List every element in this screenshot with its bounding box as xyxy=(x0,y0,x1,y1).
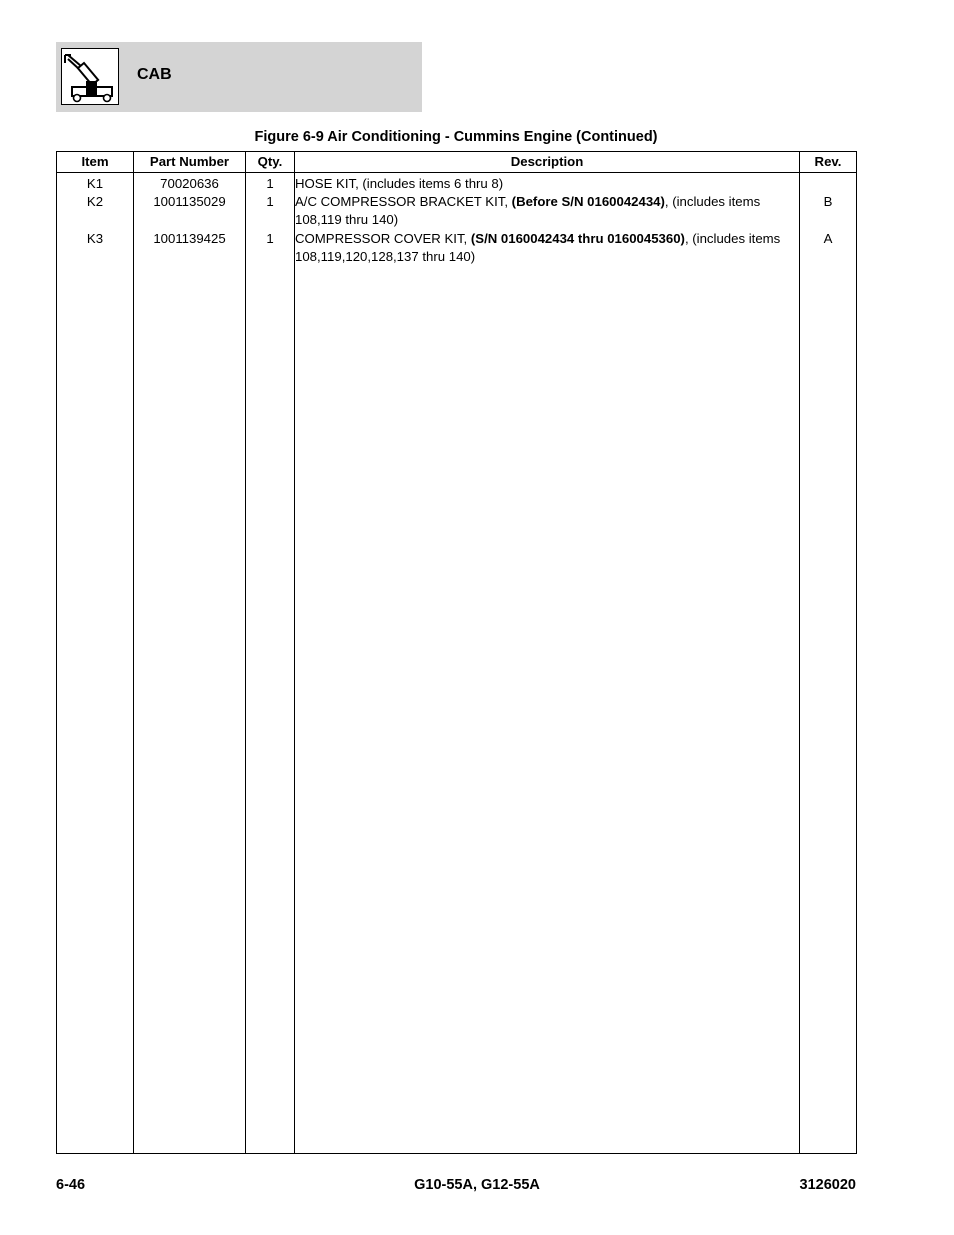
cell-description xyxy=(295,193,800,230)
parts-table xyxy=(56,151,857,1154)
column-header-item: Item xyxy=(57,152,134,173)
column-header-part-number: Part Number xyxy=(134,152,246,173)
document-number: 3126020 xyxy=(799,1177,856,1193)
cell-qty: 1 xyxy=(246,173,295,194)
description-serial-range: (S/N 0160042434 thru 0160045360) xyxy=(470,231,685,246)
cell-description xyxy=(295,230,800,266)
description-text: , (includes items 108,119,120,128,137 thru 140) xyxy=(295,231,781,264)
filler-cell xyxy=(57,266,134,1154)
cell-item: K1 xyxy=(57,173,134,194)
description-text: A/C COMPRESSOR BRACKET KIT, xyxy=(295,194,512,209)
table-row xyxy=(57,193,857,230)
column-header-description: Description xyxy=(295,152,800,173)
cell-qty: 1 xyxy=(246,193,295,230)
model-numbers: G10-55A, G12-55A xyxy=(414,1177,540,1193)
page-number: 6-46 xyxy=(56,1177,86,1193)
table-header-row xyxy=(57,152,857,173)
cell-part-number: 70020636 xyxy=(134,173,246,194)
filler-cell xyxy=(295,266,800,1154)
telehandler-cab-icon xyxy=(61,48,119,105)
column-header-rev: Rev. xyxy=(800,152,857,173)
column-header-qty: Qty. xyxy=(246,152,295,173)
cell-item: K2 xyxy=(57,193,134,230)
filler-cell xyxy=(800,266,857,1154)
table-filler-row xyxy=(57,266,857,1154)
description-text: , (includes items 108,119 thru 140) xyxy=(295,194,761,227)
cell-part-number: 1001135029 xyxy=(134,193,246,230)
figure-title: Figure 6-9 Air Conditioning - Cummins Engine (Continued) xyxy=(254,129,658,145)
description-text: HOSE KIT, (includes items 6 thru 8) xyxy=(295,176,504,191)
cell-rev: B xyxy=(800,193,857,230)
filler-cell xyxy=(134,266,246,1154)
cell-rev xyxy=(800,173,857,194)
description-serial-range: (Before S/N 0160042434) xyxy=(511,194,665,209)
cell-qty: 1 xyxy=(246,230,295,266)
section-header xyxy=(56,42,422,112)
cell-part-number: 1001139425 xyxy=(134,230,246,266)
table-row xyxy=(57,230,857,266)
cell-rev: A xyxy=(800,230,857,266)
cell-item: K3 xyxy=(57,230,134,266)
cell-description xyxy=(295,173,800,194)
table-row xyxy=(57,173,857,194)
filler-cell xyxy=(246,266,295,1154)
description-text: COMPRESSOR COVER KIT, xyxy=(295,231,471,246)
section-title: CAB xyxy=(137,66,172,83)
